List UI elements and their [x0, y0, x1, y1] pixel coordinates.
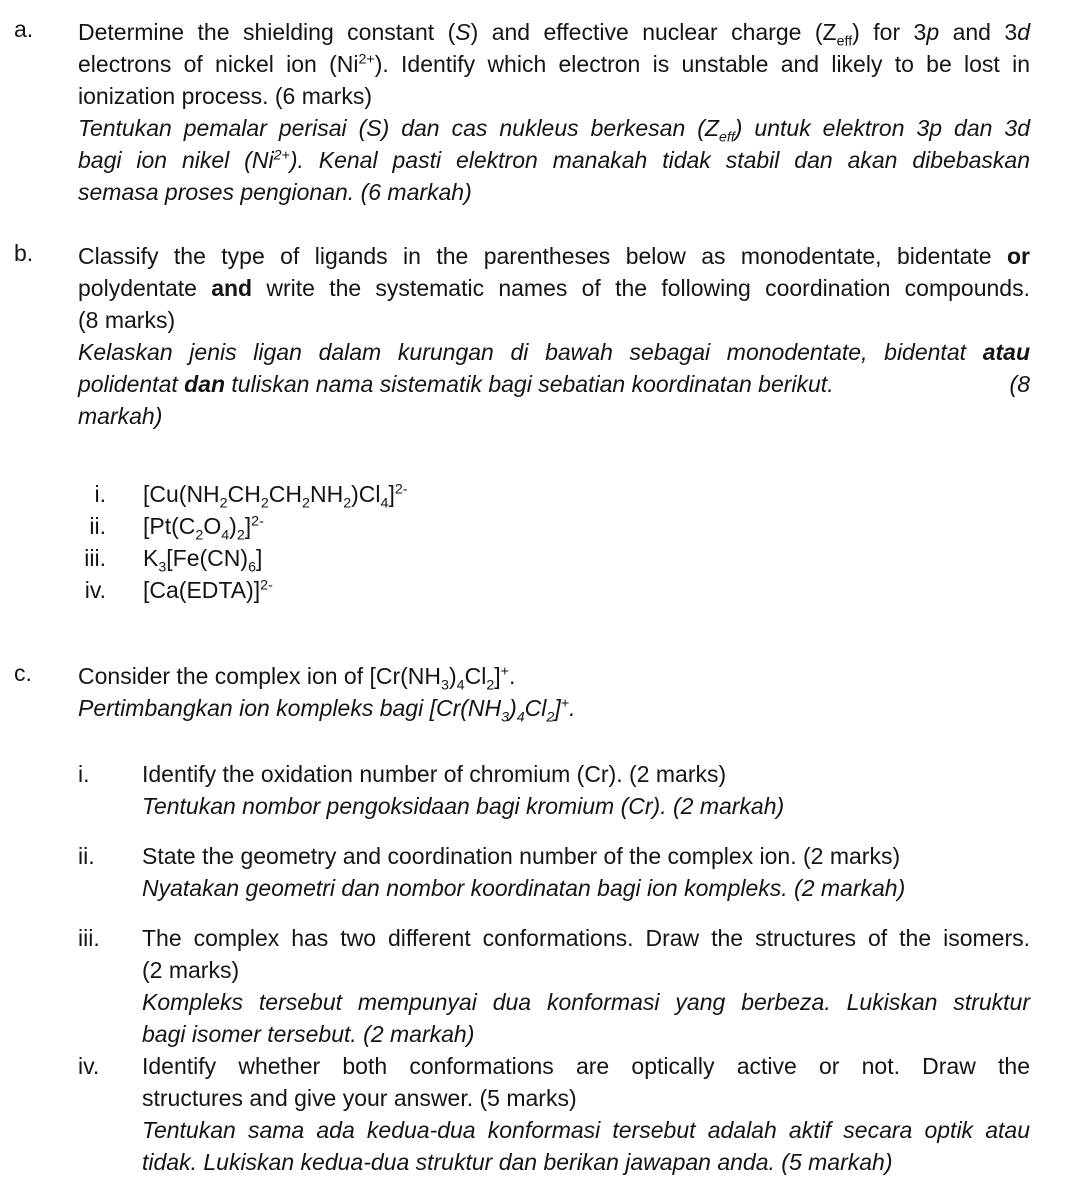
- malay-line: Tentukan sama ada kedua-dua konformasi tersebut adalah aktif secara optik atau: [142, 1117, 1030, 1143]
- malay-line: Tentukan pemalar perisai (S) dan cas nukleus berkesan $(Z_{eff})$ untuk elektron 3p dan 3d: [78, 115, 1030, 146]
- malay-line: markah): [78, 403, 163, 429]
- malay-line: Tentukan nombor pengoksidaan bagi kromium (Cr). (2 markah): [142, 793, 785, 819]
- english-line: electrons of nickel ion $(Ni^{2+})$. Identify which electron is unstable and likely to be lost in: [78, 51, 1030, 77]
- compound-item: iv. [Ca(EDTA)]$^{2-}$: [84, 577, 273, 603]
- english-line: ionization process. (6 marks): [78, 83, 372, 109]
- english-line: polydentate and write the systematic names of the following coordination compounds.: [78, 275, 1030, 301]
- malay-line: semasa proses pengionan. (6 markah): [78, 179, 472, 205]
- english-line: The complex has two different conformations. Draw the structures of the isomers.: [142, 925, 1030, 951]
- compound-item: ii. $[Pt(C_2O_4)_2]^{2-}$: [89, 513, 264, 544]
- question-a-text: [78, 16, 1030, 208]
- subquestion-label: iii.: [78, 925, 100, 951]
- compound-item: i. $[Cu(NH_2CH_2CH_2NH_2)Cl_4]^{2-}$: [94, 481, 408, 512]
- english-line: structures and give your answer. (5 marks): [142, 1085, 577, 1111]
- english-line: (8 marks): [78, 307, 176, 333]
- question-label: a.: [14, 16, 34, 42]
- question-label: b.: [14, 240, 34, 266]
- english-line: Determine the shielding constant (S) and effective nuclear charge $(Z_{eff})$ for 3p and 3d: [78, 19, 1030, 50]
- question-label: c.: [14, 660, 32, 686]
- subquestion-label: i.: [78, 761, 90, 787]
- malay-line: bagi isomer tersebut. (2 markah): [142, 1021, 475, 1047]
- question-c-text: [78, 660, 1030, 724]
- malay-line: Kelaskan jenis ligan dalam kurungan di bawah sebagai monodentate, bidentat atau: [78, 339, 1030, 365]
- english-line: Identify the oxidation number of chromium (Cr). (2 marks): [142, 761, 727, 787]
- english-line: Identify whether both conformations are optically active or not. Draw the: [142, 1053, 1030, 1079]
- english-line: Consider the complex ion of $[Cr(NH_3)_4Cl_2]^+$.: [78, 663, 516, 694]
- english-line: State the geometry and coordination number of the complex ion. (2 marks): [142, 843, 901, 869]
- english-line: Classify the type of ligands in the parentheses below as monodentate, bidentate or: [78, 243, 1030, 269]
- subquestion-label: ii.: [78, 843, 95, 869]
- malay-line: Nyatakan geometri dan nombor koordinatan bagi ion kompleks. (2 markah): [142, 875, 906, 901]
- question-b-text: [78, 240, 1030, 432]
- malay-line: bagi ion nikel $(Ni^{2+})$. Kenal pasti elektron manakah tidak stabil dan akan dibebaskan: [78, 147, 1030, 173]
- malay-line: Pertimbangkan ion kompleks bagi $[Cr(NH_3)_4Cl_2]^+$.: [78, 695, 576, 726]
- malay-line: Kompleks tersebut mempunyai dua konformasi yang berbeza. Lukiskan struktur: [142, 989, 1030, 1015]
- subquestion-label: iv.: [78, 1053, 100, 1079]
- malay-line: tidak. Lukiskan kedua-dua struktur dan berikan jawapan anda. (5 markah): [142, 1149, 893, 1175]
- english-line: (2 marks): [142, 957, 240, 983]
- malay-line: polidentat dan tuliskan nama sistematik bagi sebatian koordinatan berikut. (8: [78, 371, 1030, 397]
- compound-item: iii. $K_3[Fe(CN)_6]$: [84, 545, 263, 576]
